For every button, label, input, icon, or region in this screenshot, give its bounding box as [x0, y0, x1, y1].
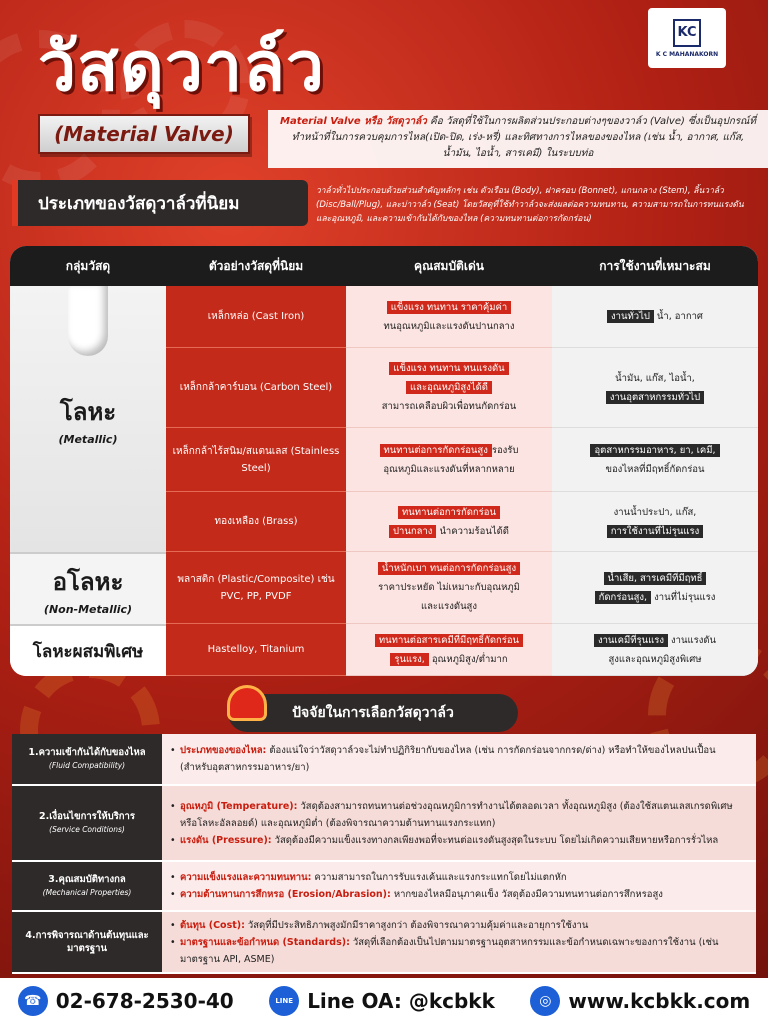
intro-text: คือ วัสดุที่ใช้ในการผลิตส่วนประกอบต่างๆของวาล์ว (Valve) ซึ่งเป็นอุปกรณ์ที่ทำหน้าที่ในการควบคุมการไหล(เปิด-ปิด, เร่ง-หรี่) และทิศทางการไหลของของไหล (เช่น น้ำ, อากาศ, แก๊ส, น้ำมัน, ไอน้ำ, สารเคมี) ในระบบท่อ: [291, 116, 756, 159]
factor-point: [170, 832, 748, 849]
property-tag: และอุณหภูมิสูงได้ดี: [406, 381, 492, 394]
group-metallic: [10, 286, 166, 552]
factors-table: [12, 734, 756, 974]
usage-cell: [552, 428, 758, 492]
property-tag: แข็งแรง ทนทาน ราคาคุ้มค่า: [387, 301, 511, 314]
table-header: [10, 246, 758, 286]
factor-key: ความต้านทานการสึกหรอ (Erosion/Abrasion):: [180, 889, 391, 900]
usage-text: น้ำมัน, แก๊ส, ไอน้ำ,: [615, 372, 695, 384]
material-cell: เหล็กกล้าคาร์บอน (Carbon Steel): [166, 348, 346, 428]
line-contact[interactable]: [269, 986, 495, 1016]
usage-cell: [552, 492, 758, 552]
factor-key: อุณหภูมิ (Temperature):: [180, 800, 298, 812]
usage-text: สูงและอุณหภูมิสูงพิเศษ: [608, 653, 702, 665]
property-text: รองรับ: [491, 444, 519, 456]
phone-number: 02-678-2530-40: [55, 989, 234, 1013]
line-icon: LINE: [269, 986, 299, 1016]
factor-row: [12, 734, 756, 786]
material-cell: Hastelloy, Titanium: [166, 624, 346, 676]
factor-key: แรงดัน (Pressure):: [180, 834, 272, 846]
factor-point: [170, 934, 748, 968]
factor-body: [162, 912, 756, 974]
property-cell: [346, 286, 552, 348]
table-row: [166, 624, 758, 676]
factor-text: ความสามารถในการรับแรงเค้นและแรงกระแทกโดยไม่แตกหัก: [311, 872, 567, 883]
contact-footer: [0, 978, 768, 1024]
header-properties: คุณสมบัติเด่น: [414, 258, 484, 273]
table-row: [166, 552, 758, 624]
factor-label-th: 1.ความเข้ากันได้กับของไหล: [28, 747, 146, 758]
usage-text: งานที่ไม่รุนแรง: [651, 591, 716, 603]
usage-text: ของไหลที่มีฤทธิ์กัดกร่อน: [605, 463, 705, 475]
usage-text: งานน้ำประปา, แก๊ส,: [613, 506, 697, 518]
factor-point: [170, 869, 748, 886]
usage-cell: [552, 348, 758, 428]
header-usage: การใช้งานที่เหมาะสม: [599, 258, 711, 273]
group-label: โลหะผสมพิเศษ: [32, 641, 144, 662]
group-label-en: (Non-Metallic): [43, 603, 133, 616]
usage-cell: [552, 624, 758, 676]
group-non-metallic: [10, 552, 166, 624]
factor-text: วัสดุต้องสามารถทนทานต่อช่วงอุณหภูมิการทำงานได้ตลอดเวลา ทั้งอุณหภูมิสูง (ต้องใช้สแตนเลสเกรดพิเศษหรือโลหะอัลลอยด์) และอุณหภูมิต่ำ (ต้องพิจารณาความต้านทานแรงกระแทก): [180, 800, 733, 829]
page-title: วัสดุวาล์ว: [38, 28, 326, 107]
intro-paragraph: [268, 110, 768, 168]
factors-heading: ปัจจัยในการเลือกวัสดุวาล์ว: [228, 694, 518, 732]
property-text: อุณหภูมิสูง/ต่ำมาก: [428, 653, 508, 665]
property-cell: [346, 552, 552, 624]
usage-text: น้ำ, อากาศ: [653, 311, 703, 322]
group-label: อโลหะ: [52, 568, 124, 596]
property-text: ทนอุณหภูมิและแรงดันปานกลาง: [383, 320, 515, 332]
factor-row: [12, 862, 756, 912]
factor-text: ต้องแน่ใจว่าวัสดุวาล์วจะไม่ทำปฏิกิริยากับของไหล (เช่น การกัดกร่อนจากกรด/ด่าง) หรือทำให้ของไหลปนเปื้อน (สำหรับอุตสาหกรรมอาหาร/ยา): [180, 745, 716, 773]
website-url: www.kcbkk.com: [568, 989, 751, 1013]
material-cell: ทองเหลือง (Brass): [166, 492, 346, 552]
property-tag: ปานกลาง: [389, 525, 436, 538]
types-heading: ประเภทของวัสดุวาล์วที่นิยม: [12, 180, 308, 226]
usage-tag: งานทั่วไป: [607, 310, 654, 323]
table-body: [10, 286, 758, 676]
header-material: ตัวอย่างวัสดุที่นิยม: [208, 258, 304, 273]
factor-text: หากของไหลมีอนุภาคแข็ง วัสดุต้องมีความทนทานต่อการสึกหรอสูง: [390, 889, 663, 900]
factor-label-th: 4.การพิจารณาด้านต้นทุนและมาตรฐาน: [25, 930, 149, 954]
property-cell: [346, 428, 552, 492]
factor-key: ความแข็งแรงและความทนทาน:: [180, 872, 312, 883]
group-special-alloy: [10, 624, 166, 676]
logo-mark-icon: KC: [673, 19, 701, 47]
material-table: [10, 246, 758, 676]
siren-icon: [230, 688, 264, 718]
factor-key: ประเภทของของไหล:: [180, 745, 267, 756]
factor-label-th: 2.เงื่อนไขการให้บริการ: [39, 811, 135, 822]
table-row: [166, 428, 758, 492]
usage-tag: กัดกร่อนสูง,: [595, 591, 651, 604]
factor-point: [170, 886, 748, 903]
logo-name: K C MAHANAKORN: [655, 50, 719, 58]
metal-drip-icon: [68, 286, 108, 356]
company-logo: [648, 8, 726, 68]
material-cell: เหล็กหล่อ (Cast Iron): [166, 286, 346, 348]
factor-text: วัสดุต้องมีความแข็งแรงทางกลเพียงพอที่จะทนต่อแรงดันสูงสุดในระบบ โดยไม่เกิดความเสียหายหรือการรั่วไหล: [271, 834, 719, 846]
group-label-en: (Metallic): [58, 433, 118, 446]
property-tag: แข็งแรง ทนทาน ทนแรงดัน: [389, 362, 508, 375]
table-row: [166, 348, 758, 428]
factor-body: [162, 734, 756, 786]
page-subtitle: (Material Valve): [38, 114, 250, 154]
property-text: นำความร้อนได้ดี: [436, 525, 509, 537]
factor-text: วัสดุที่มีประสิทธิภาพสูงมักมีราคาสูงกว่า ต้องพิจารณาความคุ้มค่าและอายุการใช้งาน: [244, 919, 589, 931]
property-cell: [346, 492, 552, 552]
header-group: กลุ่มวัสดุ: [65, 258, 111, 273]
property-tag: ทนทานต่อการกัดกร่อนสูง: [380, 444, 492, 457]
usage-text: งานแรงดัน: [668, 634, 717, 646]
property-tag: น้ำหนักเบา ทนต่อการกัดกร่อนสูง: [378, 562, 520, 575]
group-label: โลหะ: [59, 398, 117, 426]
line-id: Line OA: @kcbkk: [307, 989, 495, 1013]
factor-text: วัสดุที่เลือกต้องเป็นไปตามมาตรฐานอุตสาหกรรมและข้อกำหนดเฉพาะของการใช้งาน (เช่น มาตรฐาน API, ASME): [180, 936, 719, 965]
usage-tag: น้ำเสีย, สารเคมีที่มีฤทธิ์: [604, 572, 707, 585]
factor-row: [12, 786, 756, 862]
property-text: อุณหภูมิและแรงดันที่หลากหลาย: [383, 463, 515, 475]
usage-tag: งานเคมีที่รุนแรง: [594, 634, 668, 647]
factor-label-en: (Mechanical Properties): [42, 888, 132, 897]
intro-lead: Material Valve หรือ วัสดุวาล์ว: [280, 116, 427, 127]
types-description: วาล์วทั่วไปประกอบด้วยส่วนสำคัญหลักๆ เช่น ตัวเรือน (Body), ฝาครอบ (Bonnet), แกนกลาง (Stem), ลิ้นวาล์ว (Disc/Ball/Plug), และบ่าวาล์ว (Seat) โดยวัสดุที่ใช้ทำวาล์วจะส่งผลต่อความทนทาน, ความสามารถในการทนแรงดันและอุณหภูมิ, และความเข้ากันได้กับของไหล (ความทนทานต่อการกัดกร่อน): [316, 186, 744, 224]
usage-tag: อุตสาหกรรมอาหาร, ยา, เคมี,: [590, 444, 719, 457]
table-row: [166, 286, 758, 348]
factor-point: [170, 917, 748, 934]
globe-icon: ◎: [530, 986, 560, 1016]
factor-body: [162, 786, 756, 862]
factor-label: [12, 912, 162, 974]
factor-label-en: (Fluid Compatibility): [48, 761, 126, 770]
property-cell: [346, 624, 552, 676]
factor-label-th: 3.คุณสมบัติทางกล: [48, 874, 126, 885]
material-cell: เหล็กกล้าไร้สนิม/สแตนเลส (Stainless Steel): [166, 428, 346, 492]
factor-label: [12, 786, 162, 862]
property-tag: รุนแรง,: [390, 653, 428, 666]
property-tag: ทนทานต่อการกัดกร่อน: [398, 506, 500, 519]
usage-cell: [552, 286, 758, 348]
usage-tag: การใช้งานที่ไม่รุนแรง: [607, 525, 704, 538]
property-text: สามารถเคลือบผิวเพื่อทนกัดกร่อน: [381, 401, 517, 412]
factor-label: [12, 862, 162, 912]
usage-cell: [552, 552, 758, 624]
table-row: [166, 492, 758, 552]
factor-key: มาตรฐานและข้อกำหนด (Standards):: [180, 936, 350, 948]
factor-point: [170, 798, 748, 832]
phone-icon: ☎: [18, 986, 48, 1016]
factor-key: ต้นทุน (Cost):: [180, 919, 245, 931]
property-tag: ทนทานต่อสารเคมีที่มีฤทธิ์กัดกร่อน: [375, 634, 523, 647]
factor-point: [170, 742, 748, 776]
web-contact[interactable]: [530, 986, 750, 1016]
usage-tag: งานอุตสาหกรรมทั่วไป: [606, 391, 704, 404]
factor-row: [12, 912, 756, 974]
factor-label: [12, 734, 162, 786]
material-cell: พลาสติก (Plastic/Composite) เช่น PVC, PP, PVDF: [166, 552, 346, 624]
factor-label-en: (Service Conditions): [49, 825, 125, 834]
property-text: ราคาประหยัด ไม่เหมาะกับอุณหภูมิ: [378, 582, 520, 593]
phone-contact[interactable]: [18, 986, 234, 1016]
property-cell: [346, 348, 552, 428]
property-text: และแรงดันสูง: [420, 601, 477, 612]
factor-body: [162, 862, 756, 912]
